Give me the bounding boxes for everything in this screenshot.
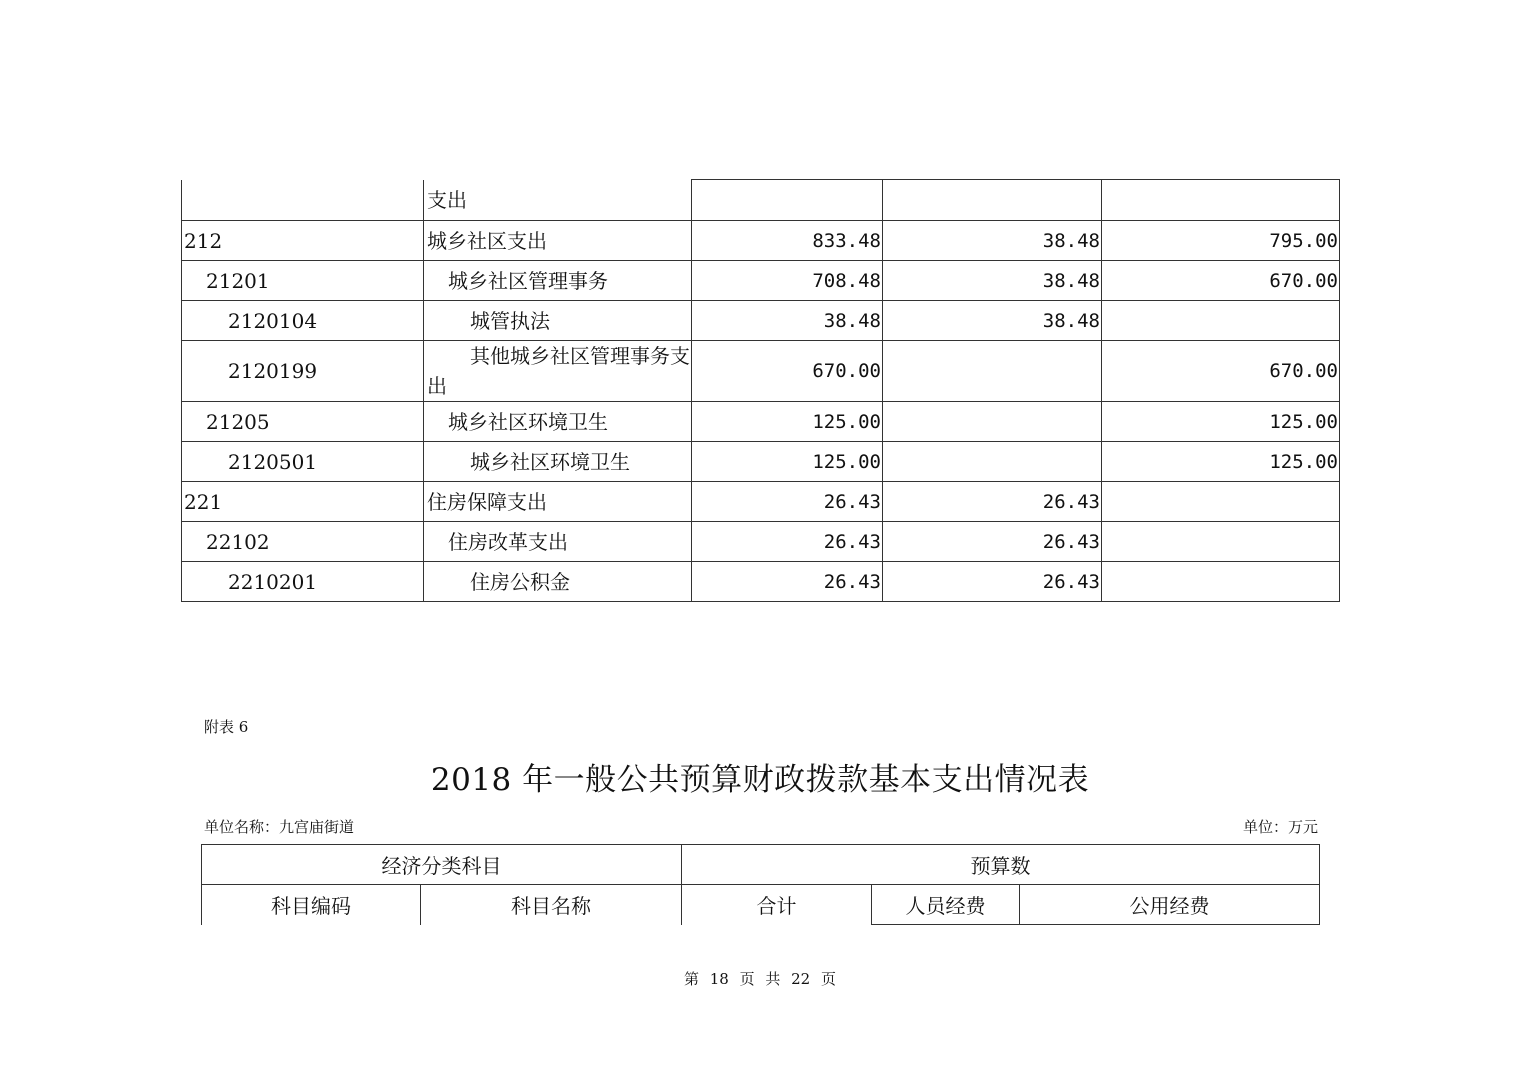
table-row <box>182 562 1340 602</box>
expenditure-table-continued <box>181 179 1340 602</box>
personnel-expense-header: 人员经费 <box>872 885 1020 925</box>
public-cell <box>1102 482 1340 522</box>
table-row <box>182 180 1340 221</box>
subject-name-cell: 城乡社区管理事务 <box>424 261 692 301</box>
public-cell: 670.00 <box>1102 341 1340 402</box>
subject-code-cell <box>182 180 424 221</box>
subject-name-header: 科目名称 <box>421 885 682 925</box>
subject-code-cell: 21205 <box>182 402 424 442</box>
table-row <box>182 221 1340 261</box>
page-title: 2018 年一般公共预算财政拨款基本支出情况表 <box>430 762 1090 798</box>
subject-name-cell: 城乡社区环境卫生 <box>424 402 692 442</box>
table-row <box>182 442 1340 482</box>
personnel-cell <box>883 442 1102 482</box>
personnel-cell: 26.43 <box>883 482 1102 522</box>
table-header-row <box>202 885 1320 925</box>
subject-name-cell: 城管执法 <box>424 301 692 341</box>
table-row <box>182 402 1340 442</box>
subject-name-cell: 城乡社区支出 <box>424 221 692 261</box>
personnel-cell: 38.48 <box>883 221 1102 261</box>
subject-code-header: 科目编码 <box>202 885 421 925</box>
personnel-cell: 26.43 <box>883 522 1102 562</box>
personnel-cell <box>883 341 1102 402</box>
total-cell: 26.43 <box>692 522 883 562</box>
appendix-label: 附表 6 <box>204 718 249 736</box>
personnel-cell: 26.43 <box>883 562 1102 602</box>
subject-name-cell: 住房保障支出 <box>424 482 692 522</box>
public-cell <box>1102 180 1340 221</box>
total-cell: 26.43 <box>692 562 883 602</box>
subject-code-cell: 212 <box>182 221 424 261</box>
subject-name-cell: 支出 <box>424 180 692 221</box>
subject-code-cell: 22102 <box>182 522 424 562</box>
subject-code-cell: 21201 <box>182 261 424 301</box>
table-row <box>182 261 1340 301</box>
subject-code-cell: 2120104 <box>182 301 424 341</box>
economic-classification-header: 经济分类科目 <box>202 845 682 885</box>
public-cell <box>1102 301 1340 341</box>
subject-name-cell: 住房改革支出 <box>424 522 692 562</box>
basic-expenditure-table-header <box>201 844 1320 925</box>
total-cell: 26.43 <box>692 482 883 522</box>
public-cell <box>1102 562 1340 602</box>
personnel-cell <box>883 402 1102 442</box>
subject-name-cell: 住房公积金 <box>424 562 692 602</box>
total-cell: 125.00 <box>692 402 883 442</box>
subject-code-cell: 2210201 <box>182 562 424 602</box>
table-header-row <box>202 845 1320 885</box>
budget-header: 预算数 <box>682 845 1320 885</box>
total-cell: 833.48 <box>692 221 883 261</box>
table-row <box>182 301 1340 341</box>
total-cell: 708.48 <box>692 261 883 301</box>
table-row <box>182 341 1340 402</box>
total-cell: 125.00 <box>692 442 883 482</box>
table-row <box>182 522 1340 562</box>
table-row <box>182 482 1340 522</box>
total-cell: 670.00 <box>692 341 883 402</box>
subject-name-cell: 城乡社区环境卫生 <box>424 442 692 482</box>
public-cell: 125.00 <box>1102 402 1340 442</box>
total-cell: 38.48 <box>692 301 883 341</box>
personnel-cell: 38.48 <box>883 261 1102 301</box>
public-expense-header: 公用经费 <box>1020 885 1320 925</box>
personnel-cell <box>883 180 1102 221</box>
subject-code-cell: 2120501 <box>182 442 424 482</box>
subject-code-cell: 221 <box>182 482 424 522</box>
public-cell: 125.00 <box>1102 442 1340 482</box>
public-cell <box>1102 522 1340 562</box>
subject-code-cell: 2120199 <box>182 341 424 402</box>
page-number-footer: 第 18 页 共 22 页 <box>683 970 836 988</box>
total-header: 合计 <box>682 885 872 925</box>
personnel-cell: 38.48 <box>883 301 1102 341</box>
subject-name-cell: 其他城乡社区管理事务支出 <box>424 341 692 402</box>
public-cell: 670.00 <box>1102 261 1340 301</box>
total-cell <box>692 180 883 221</box>
public-cell: 795.00 <box>1102 221 1340 261</box>
unit-name-label: 单位名称：九宫庙街道 <box>204 818 355 836</box>
unit-label: 单位：万元 <box>1242 818 1318 836</box>
